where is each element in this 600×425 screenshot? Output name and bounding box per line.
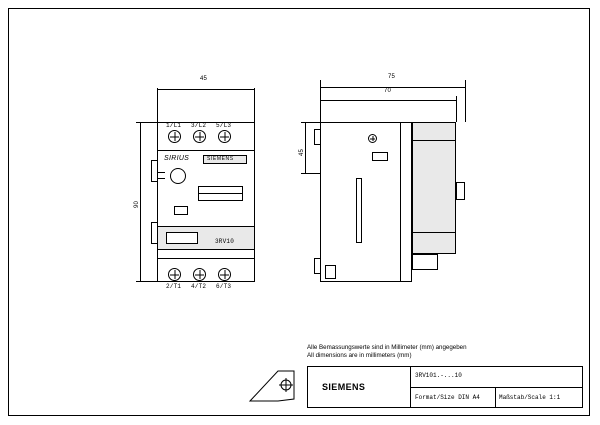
view-direction-symbol [248,365,298,407]
front-width-label: 45 [200,76,208,82]
front-type-text: 3RV10 [215,238,235,245]
title-block-divider-vertical-2 [495,387,496,408]
front-top-strip-line [157,150,255,151]
side-top-front-notch [314,129,321,145]
front-lower-window [166,232,198,244]
front-rotary-knob [170,168,186,184]
front-width-dimension [157,85,255,93]
terminal-label-4-T2: 4/T2 [191,283,207,290]
front-brand-text: SIRIUS [164,155,190,162]
terminal-1-L1 [168,130,181,143]
side-body-dimension [320,96,456,104]
terminal-label-3-L2: 3/L2 [191,122,207,129]
terminal-5-L3 [218,130,231,143]
terminal-label-5-L3: 5/L3 [216,122,232,129]
side-knob-shaft [368,134,377,143]
title-block-divider-horizontal [410,387,583,388]
side-bottom-front-notch [314,258,321,274]
front-reset-button [174,206,188,215]
side-body-label: 70 [384,88,392,94]
front-extension-left [157,88,158,122]
side-body-edge-inner [400,122,401,282]
side-rear-block [412,122,456,254]
front-bottom-strip-line [157,258,255,259]
title-block-brand: SIEMENS [322,382,366,392]
side-height-label: 45 [299,148,305,156]
side-rear-step-bottom [412,232,456,233]
side-extension-body-right [456,96,457,122]
terminal-6-T3 [218,268,231,281]
front-window-divider [198,193,243,194]
front-extension-right [254,88,255,122]
terminal-4-T2 [193,268,206,281]
side-inner-window [372,152,388,161]
front-mid-line-2 [157,178,165,179]
terminal-label-6-T3: 6/T3 [216,283,232,290]
terminal-2-T1 [168,268,181,281]
note-line-de: Alle Bemassungswerte sind in Millimeter (mm) angegeben [307,344,467,351]
side-inner-divider-1 [356,178,357,242]
side-inner-divider-4 [356,242,362,243]
title-block-scale: Maßstab/Scale 1:1 [499,394,561,401]
terminal-label-1-L1: 1/L1 [166,122,182,129]
side-inner-divider-2 [361,178,362,242]
front-height-label: 90 [134,200,140,208]
terminal-label-2-T1: 2/T1 [166,283,182,290]
side-rear-tab [456,182,465,200]
title-block-part-number: 3RV101.-...10 [415,372,462,379]
note-line-en: All dimensions are in millimeters (mm) [307,352,412,359]
front-mid-line-1 [157,172,165,173]
side-rear-tab-lower [412,254,438,270]
side-overall-label: 75 [388,74,396,80]
sheet-border [8,8,590,416]
title-block-format: Format/Size DIN A4 [415,394,480,401]
side-main-body [320,122,412,282]
side-overall-dimension [320,83,466,91]
side-inner-divider-3 [356,178,362,179]
side-front-face-window [325,265,336,279]
terminal-3-L2 [193,130,206,143]
front-brand-badge-text: SIEMENS [207,156,234,162]
side-rear-step-top [412,140,456,141]
